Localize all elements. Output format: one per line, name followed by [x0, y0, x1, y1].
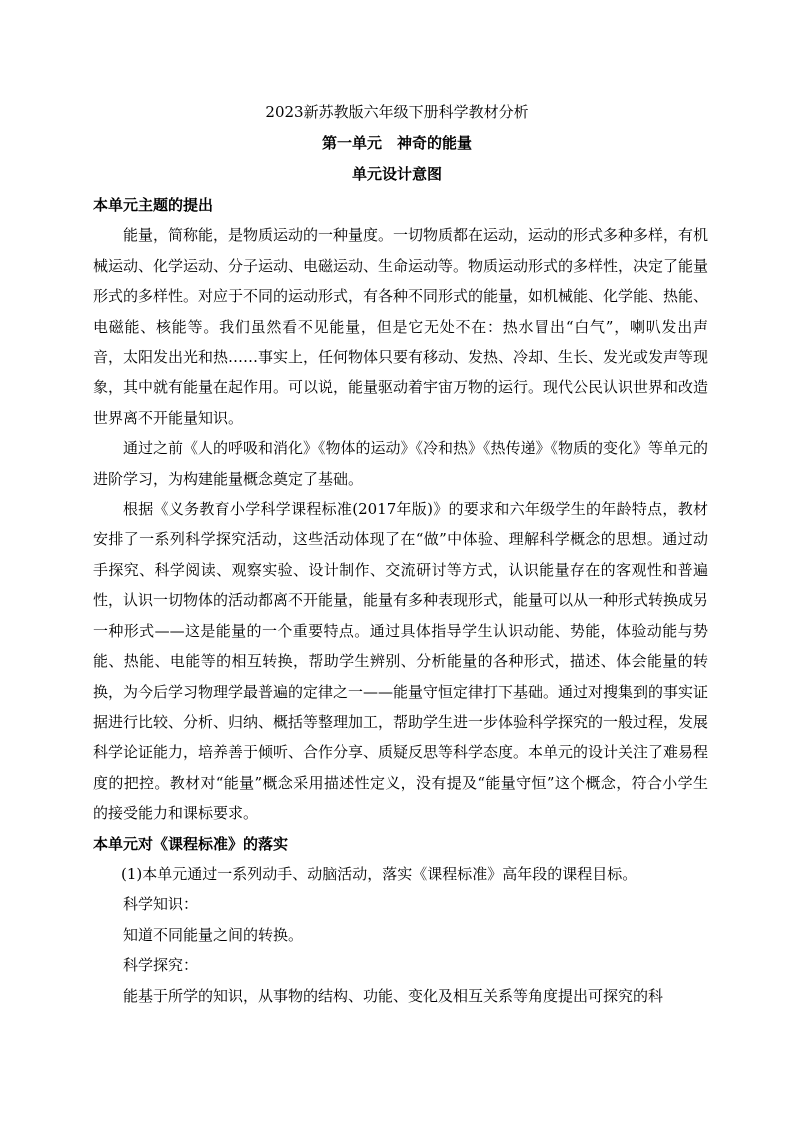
section-heading-standards: 本单元对《课程标准》的落实	[93, 834, 289, 853]
text-scientific-knowledge: 知道不同能量之间的转换。	[123, 925, 304, 944]
document-body	[93, 190, 708, 1011]
paragraph-curriculum-basis: 根据《义务教育小学科学课程标准(2017年版)》的要求和六年级学生的年龄特点，教材安排了一系列科学探究活动，这些活动体现了在“做”中体验、理解科学概念的思想。通过动手探究、科学阅读、观察实验、设计制作、交流研讨等方式，认识能量存在的客观性和普遍性，认识一切物体的活动都离不开能量，能量有多种表现形式，能量可以从一种形式转换成另一种形式——这是能量的一个重要特点。通过具体指导学生认识动能、势能，体验动能与势能、热能、电能等的相互转换，帮助学生辨别、分析能量的各种形式，描述、体会能量的转换，为今后学习物理学最普遍的定律之一——能量守恒定律打下基础。通过对搜集到的事实证据进行比较、分析、归纳、概括等整理加工，帮助学生进一步体验科学探究的一般过程，发展科学论证能力，培养善于倾听、合作分享、质疑反思等科学态度。本单元的设计关注了难易程度的把控。教材对“能量”概念采用描述性定义，没有提及“能量守恒”这个概念，符合小学生的接受能力和课标要求。	[93, 500, 709, 823]
unit-title: 第一单元 神奇的能量	[321, 134, 472, 152]
label-scientific-knowledge: 科学知识：	[123, 895, 199, 914]
section-heading-theme: 本单元主题的提出	[93, 196, 214, 214]
section-title: 单元设计意图	[351, 165, 442, 183]
label-scientific-inquiry: 科学探究：	[123, 956, 199, 975]
paragraph-prior-units: 通过之前《人的呼吸和消化》《物体的运动》《冷和热》《热传递》《物质的变化》等单元的进阶学习，为构建能量概念奠定了基础。	[93, 439, 709, 488]
paragraph-energy-intro: 能量，简称能，是物质运动的一种量度。一切物质都在运动，运动的形式多种多样，有机械运动、化学运动、分子运动、电磁运动、生命运动等。物质运动形式的多样性，决定了能量形式的多样性。对应于不同的运动形式，有各种不同形式的能量，如机械能、化学能、热能、电磁能、核能等。我们虽然看不见能量，但是它无处不在：热水冒出“白气”，喇叭发出声音，太阳发出光和热……事实上，任何物体只要有移动、发热、冷却、生长、发光或发声等现象，其中就有能量在起作用。可以说，能量驱动着宇宙万物的运行。现代公民认识世界和改造世界离不开能量知识。	[93, 226, 709, 427]
text-scientific-inquiry: 能基于所学的知识，从事物的结构、功能、变化及相互关系等角度提出可探究的科	[123, 986, 664, 1005]
standards-item-1: (1)本单元通过一系列动手、动脑活动，落实《课程标准》高年段的课程目标。	[121, 864, 638, 883]
document-title: 2023新苏教版六年级下册科学教材分析	[265, 103, 529, 121]
